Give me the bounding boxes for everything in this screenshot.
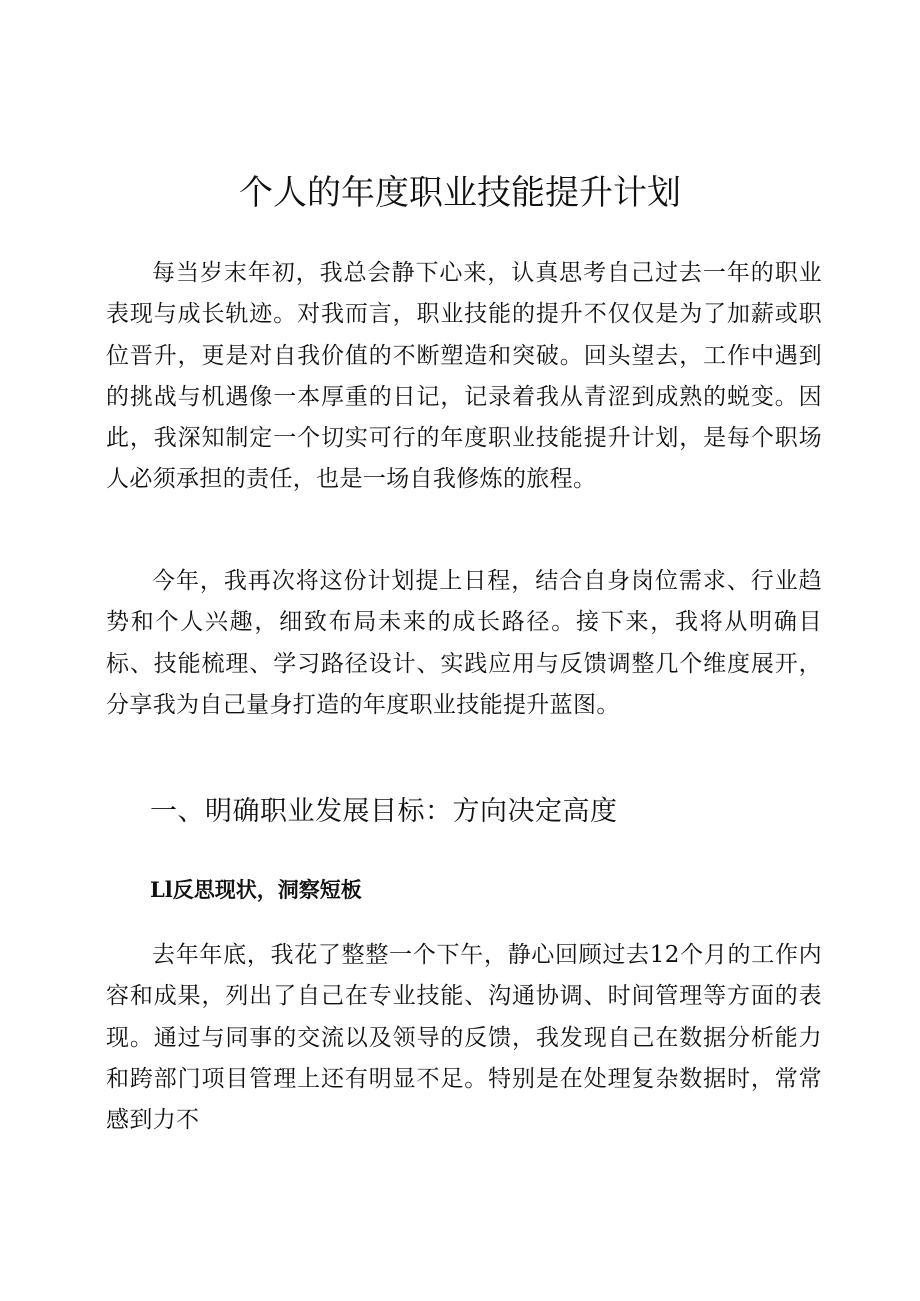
section-heading: 一、明确职业发展目标：方向决定高度 [150,796,618,827]
reflection-paragraph: 去年年底，我花了整整一个下午，静心回顾过去12个月的工作内容和成果，列出了自己在专业技能、沟通协调、时间管理等方面的表现。通过与同事的交流以及领导的反馈，我发现自己在数据分析能力和跨部门项目管理上还有明显不足。特别是在处理复杂数据时，常常感到力不 [106,942,822,1134]
plan-overview-paragraph: 今年，我再次将这份计划提上日程，结合自身岗位需求、行业趋势和个人兴趣，细致布局未来的成长路径。接下来，我将从明确目标、技能梳理、学习路径设计、实践应用与反馈调整几个维度展开，分享我为自己量身打造的年度职业技能提升蓝图。 [106,568,822,718]
sub-heading: Ll反思现状，洞察短板 [150,877,362,902]
document-title: 个人的年度职业技能提升计划 [239,173,681,213]
intro-paragraph: 每当岁末年初，我总会静下心来，认真思考自己过去一年的职业表现与成长轨迹。对我而言，职业技能的提升不仅仅是为了加薪或职位晋升，更是对自我价值的不断塑造和突破。回头望去，工作中遇到的挑战与机遇像一本厚重的日记，记录着我从青涩到成熟的蜕变。因此，我深知制定一个切实可行的年度职业技能提升计划，是每个职场人必须承担的责任，也是一场自我修炼的旅程。 [106,260,822,493]
